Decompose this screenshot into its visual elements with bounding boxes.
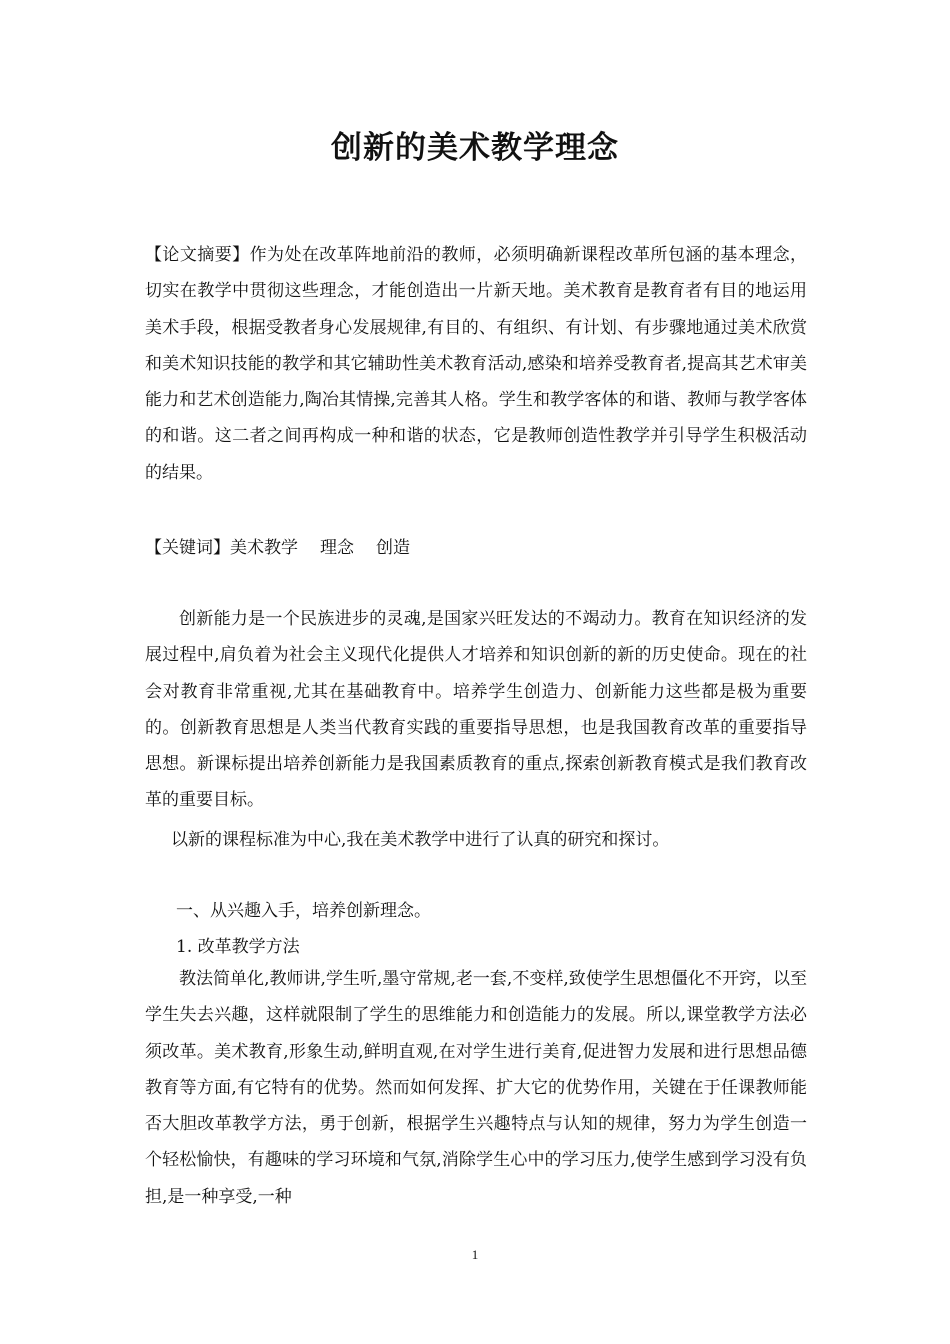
body-paragraph: 创新能力是一个民族进步的灵魂,是国家兴旺发达的不竭动力。教育在知识经济的发展过程中,肩负着为社会主义现代化提供人才培养和知识创新的新的历史使命。现在的社会对教育非常重视,尤其在基础教育中。培养学生创造力、创新能力这些都是极为重要的。创新教育思想是人类当代教育实践的重要指导思想，也是我国教育改革的重要指导思想。新课标提出培养创新能力是我国素质教育的重点,探索创新教育模式是我们教育改革的重要目标。 (145, 609, 807, 811)
keyword: 理念 (320, 538, 354, 558)
keywords-line (145, 530, 807, 566)
abstract-paragraph (145, 237, 807, 491)
keyword: 美术教学 (230, 538, 298, 558)
page-number: 1 (471, 1247, 479, 1262)
body-paragraph: 以新的课程标准为中心,我在美术教学中进行了认真的研究和探讨。 (171, 830, 670, 850)
subsection-heading: 1. 改革教学方法 (176, 937, 300, 957)
document-title: 创新的美术教学理念 (331, 130, 619, 166)
abstract-label: 【论文摘要】 (145, 245, 250, 265)
section-heading: 一、从兴趣入手，培养创新理念。 (176, 901, 431, 921)
keyword: 创造 (376, 538, 410, 558)
abstract-text: 作为处在改革阵地前沿的教师，必须明确新课程改革所包涵的基本理念，切实在教学中贯彻这些理念，才能创造出一片新天地。美术教育是教育者有目的地运用美术手段，根据受教者身心发展规律,有目的、有组织、有计划、有步骤地通过美术欣赏和美术知识技能的教学和其它辅助性美术教育活动,感染和培养受教育者,提高其艺术审美能力和艺术创造能力,陶冶其情操,完善其人格。学生和教学客体的和谐、教师与教学客体的和谐。这二者之间再构成一种和谐的状态，它是教师创造性教学并引导学生积极活动的结果。 (145, 245, 808, 483)
body-paragraph: 教法简单化,教师讲,学生听,墨守常规,老一套,不变样,致使学生思想僵化不开窍，以至学生失去兴趣，这样就限制了学生的思维能力和创造能力的发展。所以,课堂教学方法必须改革。美术教育,形象生动,鲜明直观,在对学生进行美育,促进智力发展和进行思想品德教育等方面,有它特有的优势。然而如何发挥、扩大它的优势作用，关键在于任课教师能否大胆改革教学方法，勇于创新，根据学生兴趣特点与认知的规律，努力为学生创造一个轻松愉快，有趣味的学习环境和气氛,消除学生心中的学习压力,使学生感到学习没有负担,是一种享受,一种 (145, 969, 807, 1207)
keywords-label: 【关键词】 (145, 538, 230, 558)
